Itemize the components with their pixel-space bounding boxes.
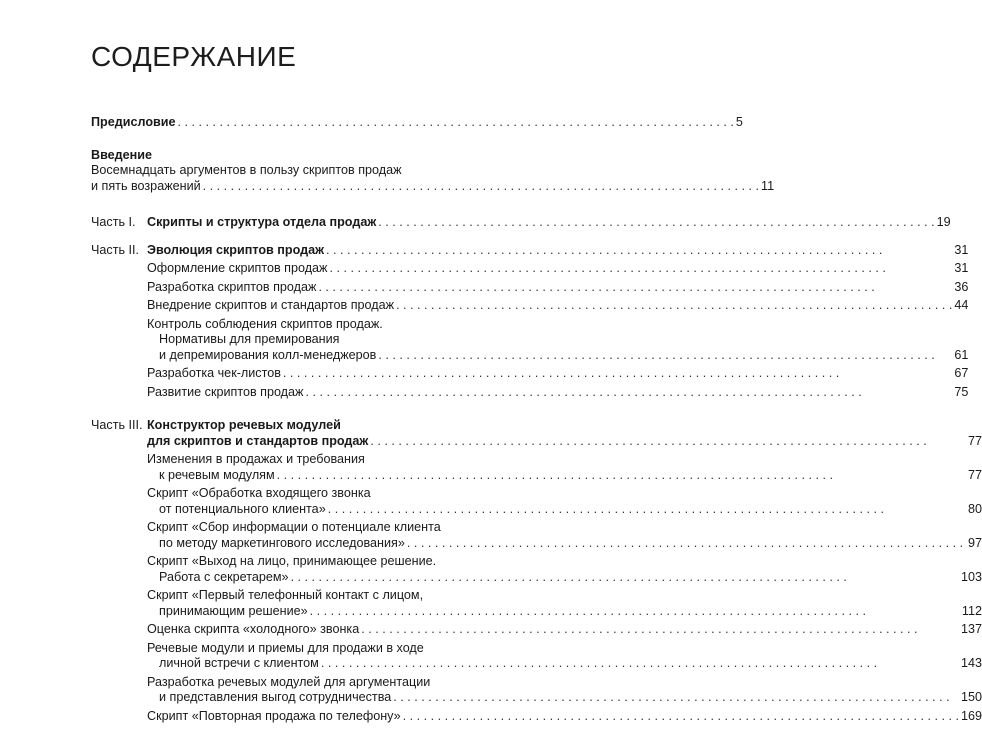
entry-line: к речевым модулям bbox=[159, 467, 275, 482]
part-label: Часть I. bbox=[91, 215, 136, 229]
dot-leader bbox=[396, 298, 952, 314]
page-number: 112 bbox=[961, 603, 982, 618]
part-title: Конструктор речевых модулей bbox=[147, 418, 341, 432]
entry-line: Восемнадцать аргументов в пользу скриптов продаж bbox=[91, 163, 402, 177]
dot-leader bbox=[407, 536, 966, 552]
entry-line: Разработка речевых модулей для аргументации bbox=[147, 674, 431, 689]
toc-subentry[interactable] bbox=[147, 622, 982, 638]
part-label: Часть II. bbox=[91, 242, 140, 257]
dot-leader bbox=[393, 690, 959, 706]
dot-leader bbox=[378, 348, 952, 364]
dot-leader bbox=[203, 179, 759, 195]
entry-line: личной встречи с клиентом bbox=[159, 656, 319, 670]
entry-label: Предисловие bbox=[91, 115, 176, 129]
toc-entry-part-3[interactable] bbox=[147, 418, 982, 449]
entry-line: по методу маркетингового исследования» bbox=[159, 535, 405, 550]
page-number: 150 bbox=[960, 690, 982, 704]
toc-section-part-2 bbox=[91, 242, 969, 401]
entry-line: Нормативы для премирования bbox=[159, 332, 340, 346]
page-number: 67 bbox=[954, 366, 969, 380]
entry-line: Работа с секретарем» bbox=[159, 569, 289, 584]
toc-subentry[interactable] bbox=[147, 261, 968, 277]
entry-line: Контроль соблюдения скриптов продаж. bbox=[147, 316, 383, 331]
entry-line: Скрипт «Первый телефонный контакт с лицом, bbox=[147, 588, 424, 602]
toc-subentry[interactable] bbox=[147, 641, 982, 672]
toc-subentry[interactable] bbox=[147, 588, 982, 619]
dot-leader bbox=[321, 656, 959, 672]
page-number: 5 bbox=[735, 115, 743, 129]
part-title: Скрипты и структура отдела продаж bbox=[147, 215, 377, 229]
page-number: 169 bbox=[960, 708, 982, 723]
page-number: 11 bbox=[761, 178, 775, 193]
page-number: 77 bbox=[967, 433, 982, 448]
page-number: 36 bbox=[954, 279, 969, 294]
dot-leader bbox=[318, 280, 952, 296]
entry-line: Скрипт «Обработка входящего звонка bbox=[147, 486, 371, 500]
entry-line: от потенциального клиента» bbox=[159, 501, 326, 516]
entry-heading: Введение bbox=[91, 147, 153, 162]
page-number: 19 bbox=[936, 215, 951, 229]
toc-subentry[interactable] bbox=[147, 709, 982, 725]
dot-leader bbox=[378, 215, 934, 231]
page-number: 143 bbox=[960, 656, 982, 670]
page-number: 103 bbox=[960, 569, 982, 584]
entry-label: Оформление скриптов продаж bbox=[147, 261, 328, 275]
page-number: 97 bbox=[967, 535, 982, 550]
toc-entry-preface[interactable] bbox=[91, 115, 743, 131]
entry-line: принимающим решение» bbox=[159, 603, 308, 618]
page-number: 31 bbox=[954, 242, 969, 257]
entry-line: и депремирования колл-менеджеров bbox=[159, 347, 377, 362]
entry-label: Внедрение скриптов и стандартов продаж bbox=[147, 298, 395, 312]
table-of-contents bbox=[91, 115, 982, 724]
toc-entry-part-1[interactable] bbox=[91, 215, 951, 231]
entry-line: Скрипт «Выход на лицо, принимающее решение. bbox=[147, 554, 437, 568]
entry-line: Речевые модули и приемы для продажи в ходе bbox=[147, 640, 424, 655]
toc-subentry[interactable] bbox=[147, 317, 968, 364]
page-number: 44 bbox=[954, 298, 969, 312]
dot-leader bbox=[310, 604, 960, 620]
page-number: 80 bbox=[967, 501, 982, 516]
page-number: 61 bbox=[954, 347, 969, 362]
entry-line: и представления выгод сотрудничества bbox=[159, 690, 392, 704]
page-number: 137 bbox=[960, 622, 982, 636]
dot-leader bbox=[277, 468, 966, 484]
entry-label: Скрипт «Повторная продажа по телефону» bbox=[147, 708, 401, 723]
part-title: Эволюция скриптов продаж bbox=[147, 242, 325, 257]
entry-line: Изменения в продажах и требования bbox=[147, 452, 365, 466]
toc-subentry[interactable] bbox=[147, 452, 982, 483]
entry-label: Разработка чек-листов bbox=[147, 366, 281, 380]
dot-leader bbox=[305, 385, 952, 401]
dot-leader bbox=[328, 502, 966, 518]
page-title: СОДЕРЖАНИЕ bbox=[91, 41, 297, 72]
dot-leader bbox=[370, 434, 966, 450]
toc-subentry[interactable] bbox=[147, 554, 982, 585]
entry-label: Разработка скриптов продаж bbox=[147, 279, 317, 294]
toc-subentry[interactable] bbox=[147, 520, 982, 551]
toc-subentry[interactable] bbox=[147, 486, 982, 517]
toc-subentry[interactable] bbox=[147, 298, 968, 314]
dot-leader bbox=[283, 366, 953, 382]
toc-entry-part-2[interactable] bbox=[147, 243, 968, 259]
toc-subentry[interactable] bbox=[147, 675, 982, 706]
page-number: 77 bbox=[967, 467, 982, 482]
entry-label: Оценка скрипта «холодного» звонка bbox=[147, 622, 360, 636]
dot-leader bbox=[326, 243, 952, 259]
entry-line: Скрипт «Сбор информации о потенциале клиента bbox=[147, 520, 441, 534]
toc-subentry[interactable] bbox=[147, 385, 968, 401]
page-number: 75 bbox=[954, 384, 969, 399]
toc-subentry[interactable] bbox=[147, 280, 968, 296]
part-label: Часть III. bbox=[91, 418, 143, 432]
entry-line: и пять возражений bbox=[91, 178, 201, 193]
toc-entry-intro[interactable] bbox=[91, 147, 775, 195]
dot-leader bbox=[361, 622, 959, 638]
part-title: для скриптов и стандартов продаж bbox=[147, 433, 369, 448]
toc-subentry[interactable] bbox=[147, 366, 968, 382]
dot-leader bbox=[178, 115, 734, 131]
dot-leader bbox=[291, 570, 959, 586]
page-number: 31 bbox=[954, 261, 969, 275]
dot-leader bbox=[403, 709, 959, 725]
dot-leader bbox=[329, 261, 952, 277]
entry-label: Развитие скриптов продаж bbox=[147, 384, 304, 399]
toc-section-part-3 bbox=[91, 418, 982, 724]
